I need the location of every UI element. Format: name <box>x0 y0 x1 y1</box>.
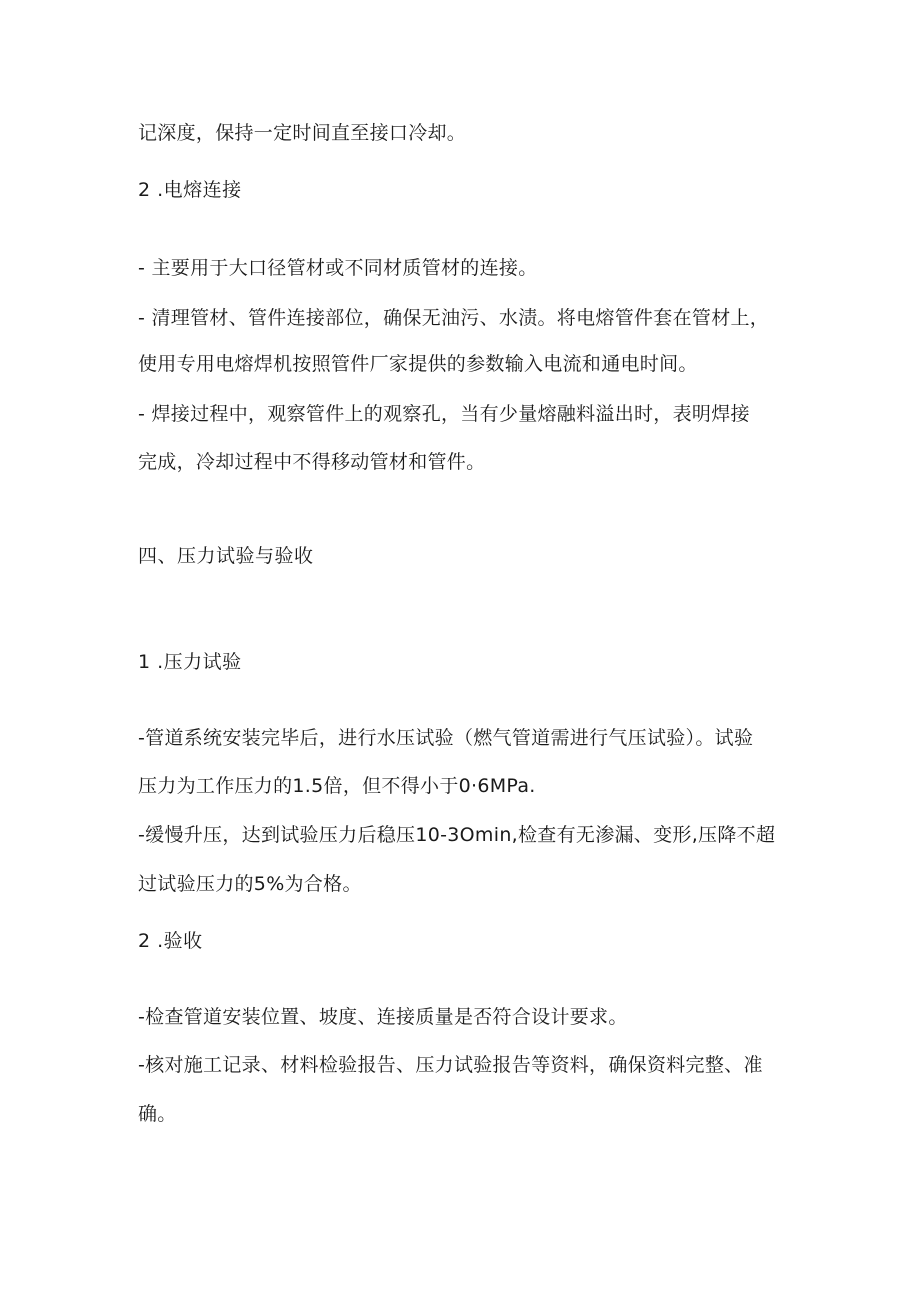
subsection-heading-acceptance: 2 .验收 <box>138 930 203 952</box>
paragraph-line: 记深度，保持一定时间直至接口冷却。 <box>138 122 467 144</box>
list-item-continuation: 过试验压力的5%为合格。 <box>138 873 362 895</box>
list-item-line: -检查管道安装位置、坡度、连接质量是否符合设计要求。 <box>138 1006 628 1028</box>
list-item-continuation: 完成，冷却过程中不得移动管材和管件。 <box>138 451 486 473</box>
list-item-line: -管道系统安装完毕后，进行水压试验（燃气管道需进行气压试验）。试验 <box>138 727 754 749</box>
subsection-heading-electrofusion: 2 .电熔连接 <box>138 179 242 201</box>
list-item-line: -缓慢升压，达到试验压力后稳压10-3Omin,检查有无渗漏、变形,压降不超 <box>138 824 776 846</box>
list-item-continuation: 压力为工作压力的1.5倍，但不得小于0·6MPa. <box>138 775 536 797</box>
section-heading-pressure-test: 四、压力试验与验收 <box>138 545 314 567</box>
subsection-heading-pressure-test: 1 .压力试验 <box>138 651 242 673</box>
list-item-line: - 焊接过程中，观察管件上的观察孔，当有少量熔融料溢出时，表明焊接 <box>138 403 750 425</box>
list-item-line: -核对施工记录、材料检验报告、压力试验报告等资料，确保资料完整、准 <box>138 1054 763 1076</box>
list-item-line: - 清理管材、管件连接部位，确保无油污、水渍。将电熔管件套在管材上， <box>138 307 770 329</box>
list-item-continuation: 使用专用电熔焊机按照管件厂家提供的参数输入电流和通电时间。 <box>138 353 698 375</box>
list-item-continuation: 确。 <box>138 1103 177 1125</box>
list-item-line: - 主要用于大口径管材或不同材质管材的连接。 <box>138 257 538 279</box>
